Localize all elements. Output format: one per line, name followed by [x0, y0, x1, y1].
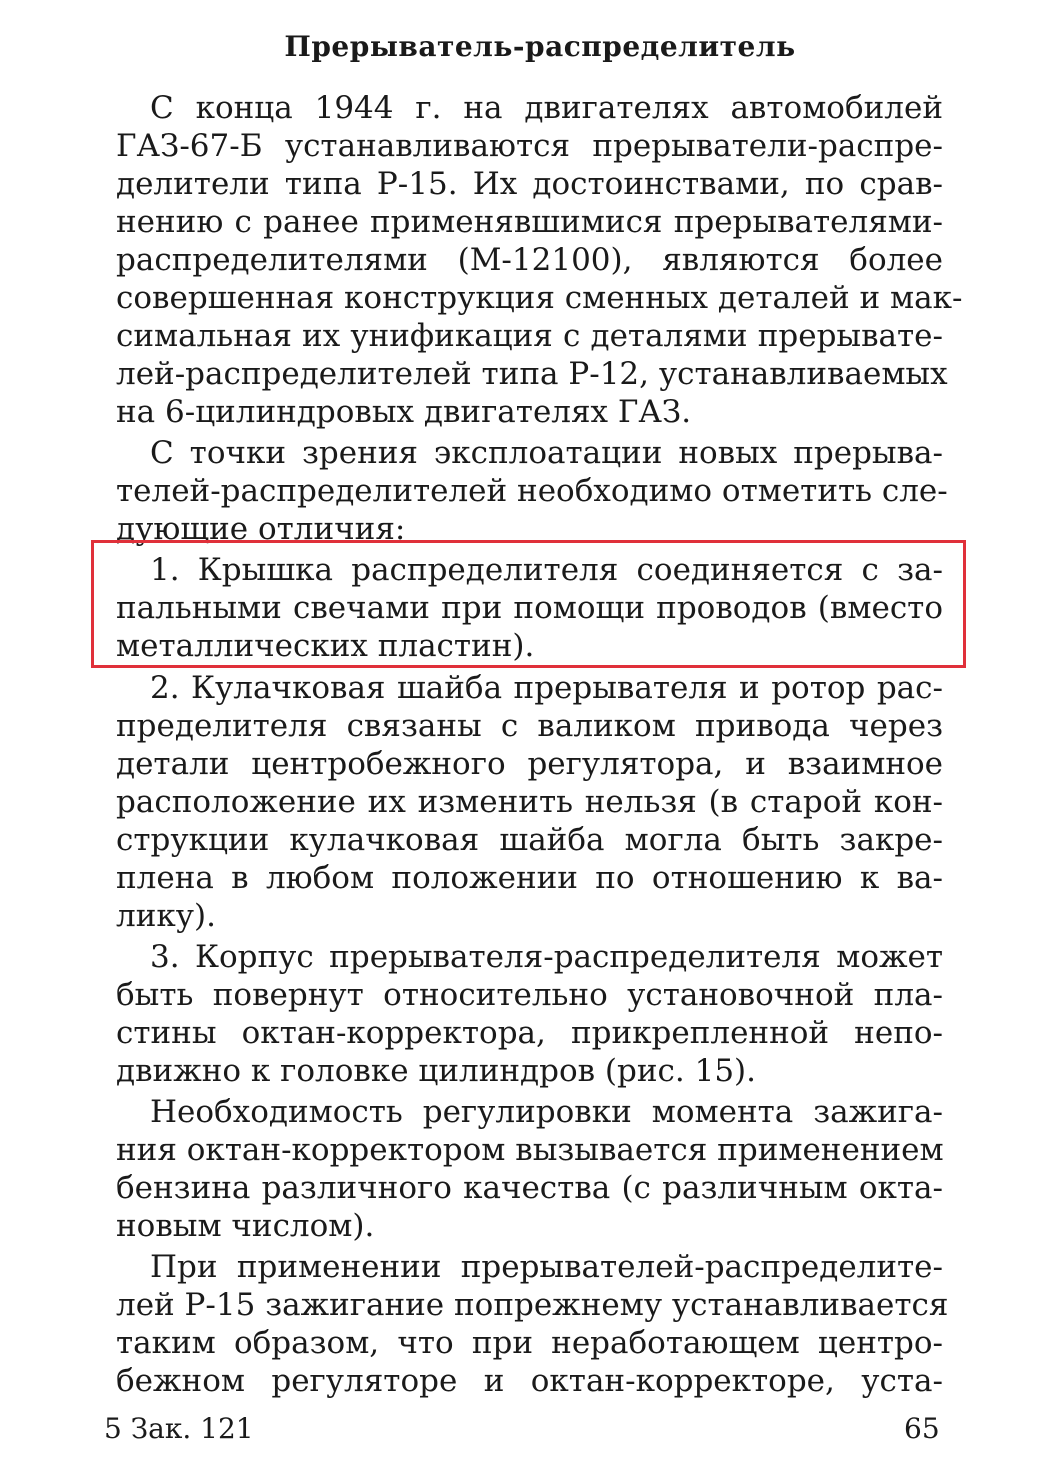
text-line: детали центробежного регулятора, и взаимное	[116, 746, 943, 782]
text-line: бензина различного качества (с различным окта-	[116, 1170, 943, 1206]
text-line: расположение их изменить нельзя (в старой кон-	[116, 784, 943, 820]
print-signature: 5 Зак. 121	[104, 1412, 254, 1445]
text-line: С точки зрения эксплоатации новых прерыва-	[150, 435, 943, 471]
text-line: лику).	[116, 898, 216, 934]
text-line: бежном регуляторе и октан-корректоре, уста-	[116, 1363, 943, 1399]
text-line: 3. Корпус прерывателя-распределителя может	[150, 939, 943, 975]
text-line: телей-распределителей необходимо отметить сле-	[116, 473, 948, 509]
page-number: 65	[904, 1412, 940, 1445]
highlight-box	[91, 540, 966, 668]
text-line: новым числом).	[116, 1208, 375, 1244]
text-line: распределителями (М-12100), являются более	[116, 242, 943, 278]
text-line: совершенная конструкция сменных деталей и мак-	[116, 280, 963, 316]
text-line: металлических пластин).	[116, 628, 535, 664]
text-line: 1. Крышка распределителя соединяется с за-	[150, 552, 943, 588]
text-line: пределителя связаны с валиком привода через	[116, 708, 943, 744]
text-line: таким образом, что при неработающем центро-	[116, 1325, 943, 1361]
text-line: стины октан-корректора, прикрепленной непо-	[116, 1015, 943, 1051]
text-line: Необходимость регулировки момента зажига-	[150, 1094, 943, 1130]
text-line: симальная их унификация с деталями прерывате-	[116, 318, 943, 354]
text-line: быть повернут относительно установочной пла-	[116, 977, 943, 1013]
text-line: лей Р-15 зажигание попрежнему устанавливается	[116, 1287, 949, 1323]
text-line: дующие отличия:	[116, 511, 406, 547]
text-line: При применении прерывателей-распределите-	[150, 1249, 943, 1285]
text-line: на 6-цилиндровых двигателях ГАЗ.	[116, 394, 692, 430]
text-line: струкции кулачковая шайба могла быть закре-	[116, 822, 943, 858]
text-line: нению с ранее применявшимися прерывателями-	[116, 204, 943, 240]
text-line: 2. Кулачковая шайба прерывателя и ротор рас-	[150, 670, 943, 706]
text-line: лей-распределителей типа Р-12, устанавливаемых	[116, 356, 948, 392]
text-line: С конца 1944 г. на двигателях автомобилей	[150, 90, 943, 126]
page-title: Прерыватель-распределитель	[284, 30, 796, 63]
text-line: движно к головке цилиндров (рис. 15).	[116, 1053, 756, 1089]
text-line: плена в любом положении по отношению к ва-	[116, 860, 943, 896]
text-line: ГАЗ-67-Б устанавливаются прерыватели-распре-	[116, 128, 943, 164]
text-line: ния октан-корректором вызывается применением	[116, 1132, 944, 1168]
text-line: делители типа Р-15. Их достоинствами, по срав-	[116, 166, 943, 202]
text-line: пальными свечами при помощи проводов (вместо	[116, 590, 943, 626]
